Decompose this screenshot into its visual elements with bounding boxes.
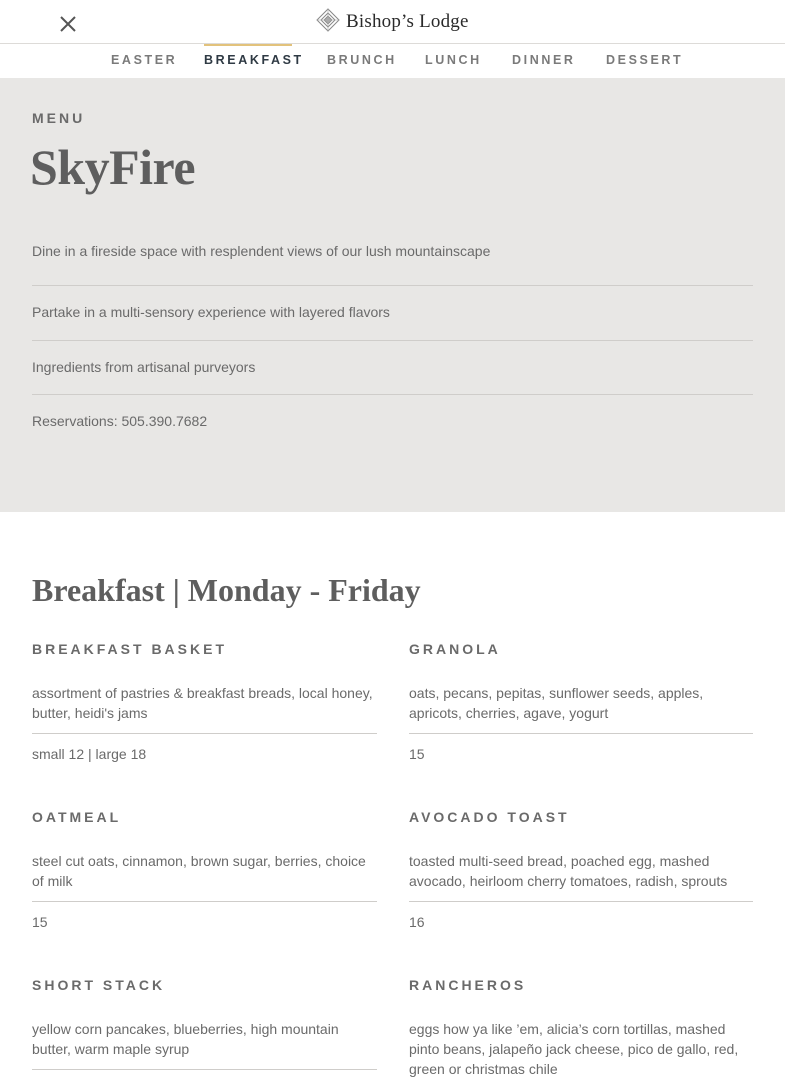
logo[interactable]	[316, 9, 469, 35]
menu-item-description: assortment of pastries & breakfast breads, local honey, butter, heidi's jams	[32, 683, 377, 734]
menu-tabs	[0, 44, 785, 78]
tab-brunch[interactable]: BRUNCH	[327, 53, 397, 67]
menu-item-name: RANCHEROS	[409, 977, 527, 993]
reservations-phone[interactable]: Reservations: 505.390.7682	[32, 413, 208, 429]
diamond-ornament-icon	[316, 8, 340, 37]
menu-item-name: GRANOLA	[409, 641, 501, 657]
tab-lunch[interactable]: LUNCH	[425, 53, 482, 67]
tab-easter[interactable]: EASTER	[111, 53, 178, 67]
menu-item-description: steel cut oats, cinnamon, brown sugar, berries, choice of milk	[32, 851, 377, 902]
menu-item-description: eggs how ya like ’em, alicia’s corn tortillas, mashed pinto beans, jalapeño jack cheese, pico de gallo, red, green or christmas chile	[409, 1021, 739, 1077]
top-bar	[0, 0, 785, 44]
menu-item-price: 15	[32, 914, 48, 930]
feature-item: Partake in a multi-sensory experience with layered flavors	[32, 286, 753, 341]
feature-item: Ingredients from artisanal purveyors	[32, 341, 753, 396]
menu-item-name: BREAKFAST BASKET	[32, 641, 228, 657]
restaurant-title: SkyFire	[30, 139, 196, 195]
menu-item-price: 15	[409, 746, 425, 762]
restaurant-hero	[0, 78, 785, 512]
section-title: Breakfast | Monday - Friday	[32, 572, 421, 608]
menu-item-price: 16	[409, 914, 425, 930]
tab-dinner[interactable]: DINNER	[512, 53, 576, 67]
feature-list	[32, 225, 753, 450]
menu-item-price: small 12 | large 18	[32, 746, 147, 762]
menu-item	[32, 977, 377, 1070]
menu-item-name: AVOCADO TOAST	[409, 809, 570, 825]
feature-item: Dine in a fireside space with resplendent views of our lush mountainscape	[32, 225, 753, 286]
close-icon[interactable]	[56, 12, 80, 36]
tab-breakfast[interactable]: BREAKFAST	[204, 44, 292, 78]
menu-item	[409, 641, 753, 762]
menu-item-description: yellow corn pancakes, blueberries, high mountain butter, warm maple syrup	[32, 1019, 377, 1070]
menu-item	[409, 977, 753, 1089]
menu-item-name: SHORT STACK	[32, 977, 166, 993]
menu-item-description: toasted multi-seed bread, poached egg, mashed avocado, heirloom cherry tomatoes, radish, sprouts	[409, 851, 753, 902]
tab-dessert[interactable]: DESSERT	[606, 53, 684, 67]
logo-text: Bishop’s Lodge	[346, 11, 469, 32]
menu-item	[409, 809, 753, 930]
menu-eyebrow: MENU	[32, 110, 86, 126]
menu-item-name: OATMEAL	[32, 809, 122, 825]
menu-item	[32, 809, 377, 930]
menu-item-description: oats, pecans, pepitas, sunflower seeds, apples, apricots, cherries, agave, yogurt	[409, 683, 753, 734]
menu-item	[32, 641, 377, 762]
